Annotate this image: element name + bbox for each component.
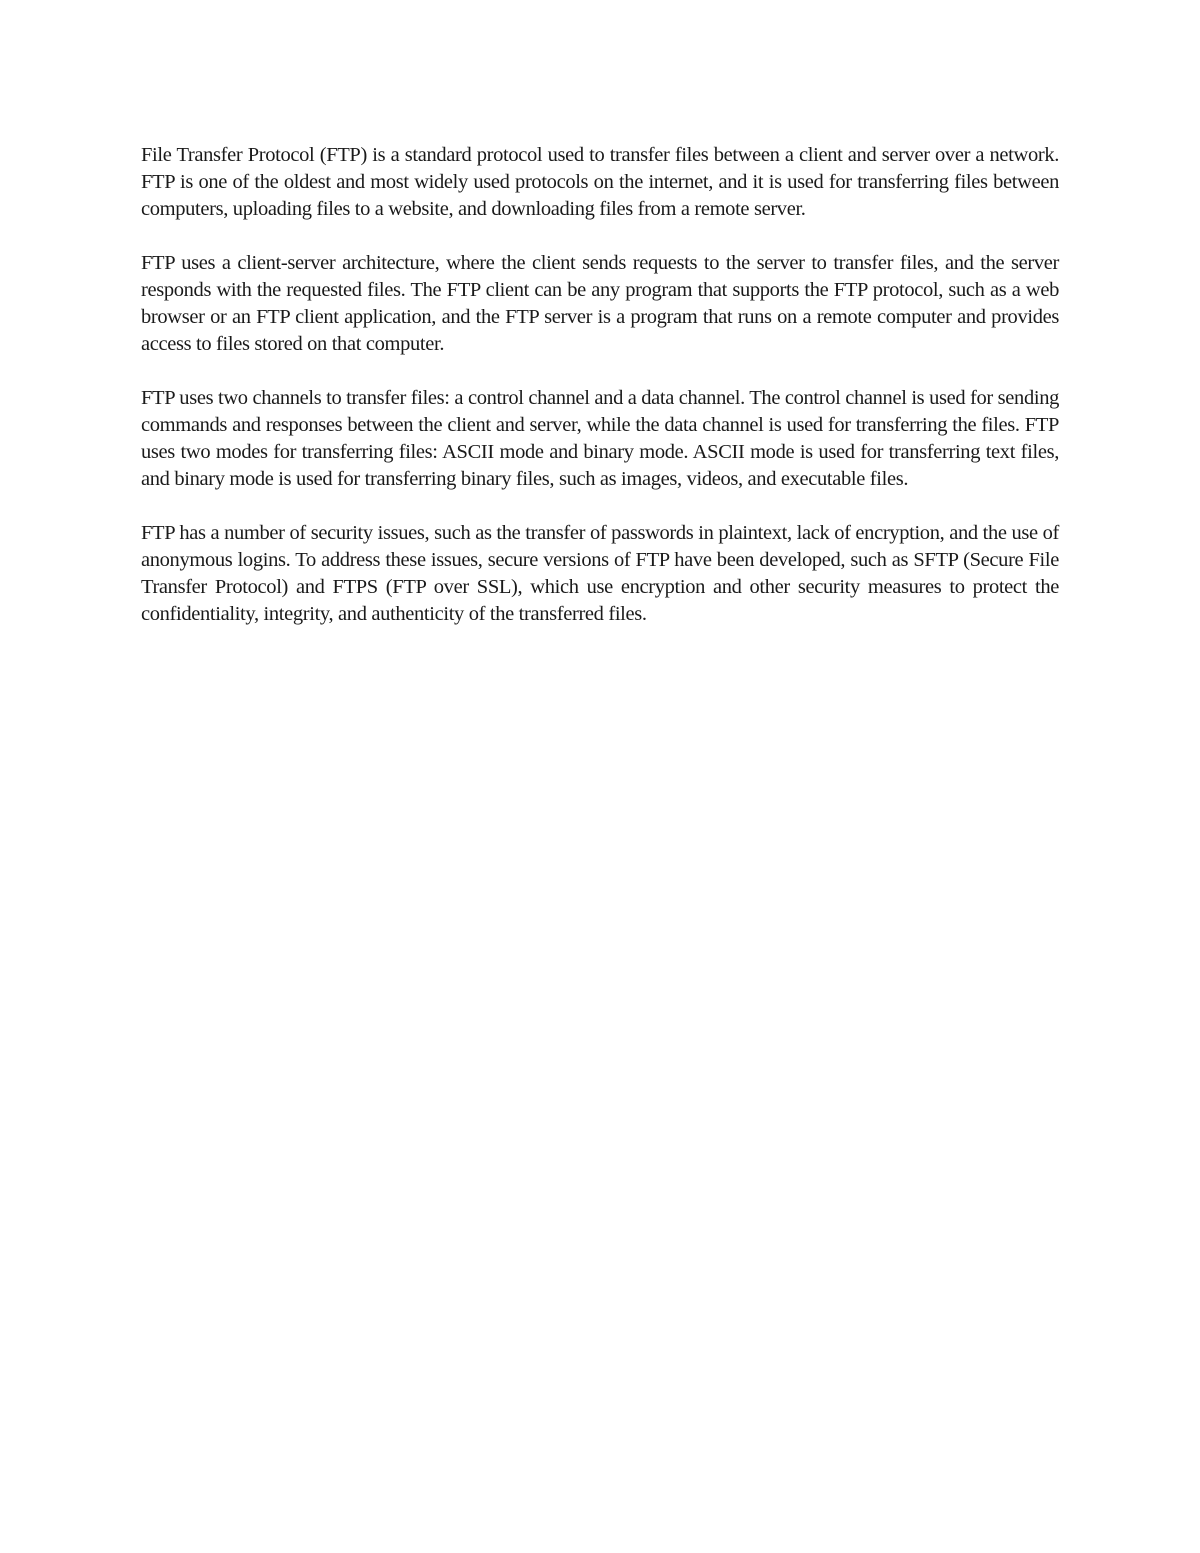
document-body — [141, 142, 1059, 655]
paragraph-ftp-intro: File Transfer Protocol (FTP) is a standard protocol used to transfer files between a client and server over a network. FTP is one of the oldest and most widely used protocols on the internet, and it is used for transferring files between computers, uploading files to a website, and downloading files from a remote server. — [141, 144, 1059, 220]
paragraph-security: FTP has a number of security issues, such as the transfer of passwords in plaintext, lack of encryption, and the use of anonymous logins. To address these issues, secure versions of FTP have been developed, such as SFTP (Secure File Transfer Protocol) and FTPS (FTP over SSL), which use encryption and other security measures to protect the confidentiality, integrity, and authenticity of the transferred files. — [141, 522, 1059, 625]
paragraph-client-server: FTP uses a client-server architecture, where the client sends requests to the server to transfer files, and the server responds with the requested files. The FTP client can be any program that supports the FTP protocol, such as a web browser or an FTP client application, and the FTP server is a program that runs on a remote computer and provides access to files stored on that computer. — [141, 252, 1059, 355]
paragraph-channels-modes: FTP uses two channels to transfer files: a control channel and a data channel. The control channel is used for sending commands and responses between the client and server, while the data channel is used for transferring the files. FTP uses two modes for transferring files: ASCII mode and binary mode. ASCII mode is used for transferring text files, and binary mode is used for transferring binary files, such as images, videos, and executable files. — [141, 387, 1059, 490]
